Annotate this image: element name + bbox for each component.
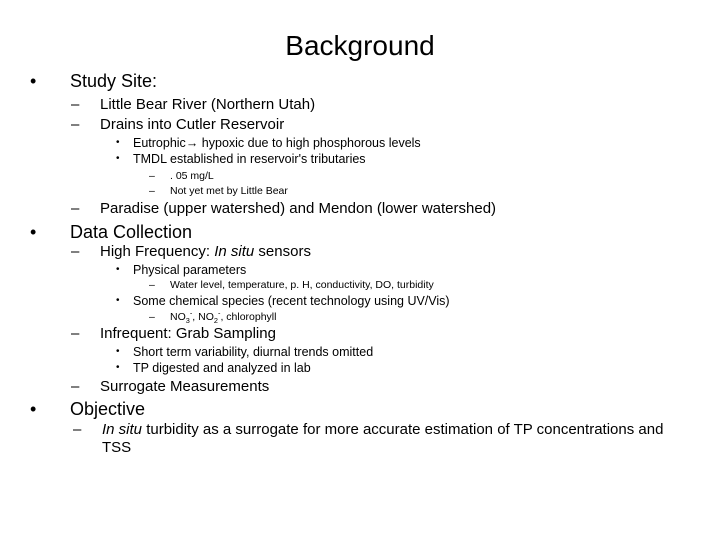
sub-bullet-river <box>71 96 316 114</box>
sub-bullet-high-frequency <box>71 243 311 261</box>
sub-bullet-text: Drains into Cutler Reservoir <box>100 116 285 133</box>
sub-bullet-text: turbidity as a surrogate for more accurate estimation of TP concentrations and TSS <box>102 421 664 456</box>
detail-text: NO <box>198 311 214 323</box>
bullet-marker: • <box>30 71 37 91</box>
item-physical <box>116 262 247 278</box>
item-eutrophic <box>116 135 421 151</box>
dash-marker: – <box>149 170 155 182</box>
arrow-icon: → <box>185 136 199 150</box>
subscript: 3 <box>185 316 190 326</box>
dash-marker: – <box>71 96 80 113</box>
bullet-marker: • <box>116 295 120 306</box>
item-text: Some chemical species (recent technology using UV/Vis) <box>133 294 450 308</box>
sub-bullet-text: Paradise (upper watershed) and Mendon (lower watershed) <box>100 200 497 217</box>
dash-marker: – <box>71 243 80 260</box>
item-text: Eutrophic <box>133 136 186 150</box>
detail-text: Water level, temperature, p. H, conductivity, DO, turbidity <box>170 279 434 291</box>
slide-title: Background <box>285 30 435 61</box>
italic-term: In situ <box>214 243 255 260</box>
bullet-text: Data Collection <box>70 222 193 242</box>
detail-text: NO <box>170 311 186 323</box>
dash-marker: – <box>71 116 80 133</box>
dash-marker: – <box>71 378 80 395</box>
detail-physical-list <box>149 279 434 292</box>
bullet-text: Objective <box>70 399 146 419</box>
dash-marker: – <box>71 200 80 217</box>
sub-bullet-surrogate <box>71 378 270 396</box>
detail-limit <box>149 170 214 183</box>
item-tmdl <box>116 151 366 167</box>
sub-bullet-drains <box>71 116 285 134</box>
detail-text: , <box>192 311 199 323</box>
dash-marker: – <box>149 185 155 197</box>
bullet-marker: • <box>116 362 120 373</box>
bullet-marker: • <box>116 264 120 275</box>
bullet-marker: • <box>116 346 120 357</box>
bullet-marker: • <box>30 399 37 419</box>
dash-marker: – <box>71 325 80 342</box>
bullet-marker: • <box>116 153 120 164</box>
bullet-marker: • <box>116 137 120 148</box>
sub-bullet-text: Little Bear River (Northern Utah) <box>100 96 316 113</box>
sub-bullet-text: High Frequency: <box>100 243 215 260</box>
item-tp-digested <box>116 360 311 376</box>
item-text: hypoxic due to high phosphorous levels <box>198 136 421 150</box>
sub-bullet-text: Surrogate Measurements <box>100 378 270 395</box>
subscript: 2 <box>213 316 218 326</box>
detail-text: . 05 mg/L <box>170 170 214 182</box>
detail-not-met <box>149 185 288 198</box>
item-text: Physical parameters <box>133 263 247 277</box>
superscript: - <box>189 308 193 318</box>
dash-marker: – <box>149 279 155 291</box>
bullet-text: Study Site: <box>70 71 158 91</box>
sub-bullet-infrequent <box>71 325 276 343</box>
item-short-term <box>116 344 374 360</box>
item-text: TP digested and analyzed in lab <box>133 361 311 375</box>
detail-text: Not yet met by Little Bear <box>170 185 288 197</box>
italic-term: In situ <box>102 421 143 438</box>
bullet-data-collection <box>30 221 193 243</box>
sub-bullet-text: Infrequent: Grab Sampling <box>100 325 276 342</box>
superscript: - <box>217 308 221 318</box>
bullet-study-site <box>30 70 158 92</box>
sub-bullet-text: sensors <box>254 243 311 260</box>
bullet-objective <box>30 398 146 420</box>
detail-text: , chlorophyll <box>220 311 277 323</box>
item-chemical <box>116 293 450 309</box>
detail-chemicals <box>149 308 277 326</box>
sub-bullet-paradise <box>71 200 497 218</box>
dash-marker: – <box>149 311 155 323</box>
dash-marker: – <box>73 421 82 438</box>
sub-bullet-objective-text <box>73 421 677 457</box>
item-text: Short term variability, diurnal trends omitted <box>133 345 374 359</box>
item-text: TMDL established in reservoir's tributaries <box>133 152 366 166</box>
bullet-marker: • <box>30 222 37 242</box>
